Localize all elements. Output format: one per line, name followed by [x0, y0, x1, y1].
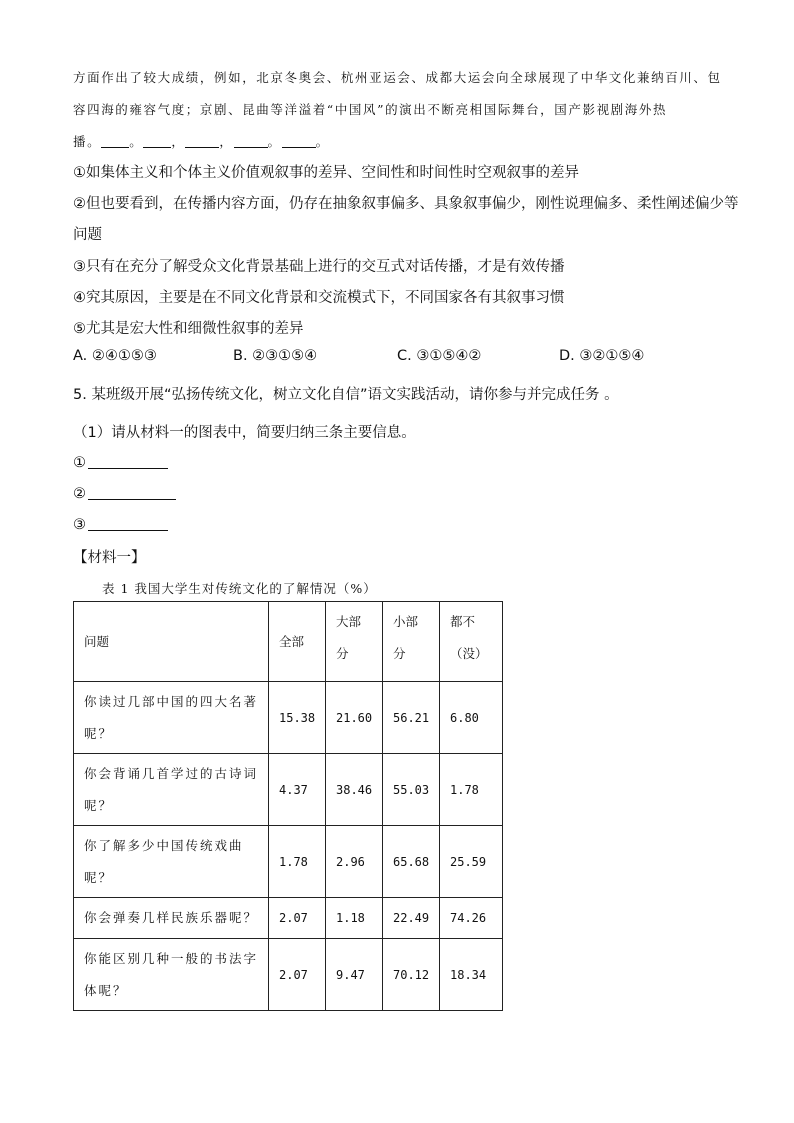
row-question-line-1: 你读过几部中国的四大名著	[84, 693, 259, 709]
cell-most: 21.60	[326, 682, 383, 754]
table-row	[74, 826, 503, 898]
cell-none: 1.78	[440, 754, 503, 826]
row-question-line-2: 呢？	[84, 725, 114, 741]
answer-line-1[interactable]	[73, 454, 168, 471]
answer-line-3[interactable]	[73, 516, 168, 533]
table-row	[74, 898, 503, 939]
header-few	[383, 602, 440, 682]
cell-none: 25.59	[440, 826, 503, 898]
blank-separator: 。	[315, 134, 330, 149]
row-question	[74, 939, 269, 1011]
row-question: 你会弹奏几样民族乐器呢？	[74, 898, 269, 939]
statement-4: ④究其原因，主要是在不同文化背景和交流模式下，不同国家各有其叙事习惯	[73, 290, 565, 306]
statement-5: ⑤尤其是宏大性和细微性叙事的差异	[73, 321, 304, 337]
cell-most: 38.46	[326, 754, 383, 826]
header-most	[326, 602, 383, 682]
fill-blank-3[interactable]	[185, 133, 219, 148]
answer-marker: ①	[73, 455, 86, 471]
row-question	[74, 826, 269, 898]
option-a[interactable]: A. ②④①⑤③	[73, 348, 157, 364]
question-5-title: 5. 某班级开展“弘扬传统文化，树立文化自信”语文实践活动，请你参与并完成任务 。	[73, 387, 619, 403]
cell-none: 18.34	[440, 939, 503, 1011]
statement-2-continued: 问题	[73, 227, 102, 243]
header-most-line-2: 分	[336, 646, 349, 661]
cell-few: 65.68	[383, 826, 440, 898]
header-none-line-1: 都不	[450, 614, 476, 629]
table-row	[74, 754, 503, 826]
passage-line-3-prefix: 播。	[73, 134, 102, 149]
fill-blank-2[interactable]	[143, 133, 171, 148]
option-b[interactable]: B. ②③①⑤④	[233, 348, 318, 364]
answer-blank[interactable]	[88, 454, 168, 469]
header-most-line-1: 大部	[336, 614, 362, 629]
cell-most: 2.96	[326, 826, 383, 898]
header-all: 全部	[269, 602, 326, 682]
survey-table	[73, 601, 503, 1011]
fill-blank-4[interactable]	[234, 133, 268, 148]
row-question	[74, 682, 269, 754]
header-few-line-2: 分	[393, 646, 406, 661]
header-none-line-2: （没）	[450, 646, 488, 661]
header-question: 问题	[74, 602, 269, 682]
passage-line-1: 方面作出了较大成绩，例如，北京冬奥会、杭州亚运会、成都大运会向全球展现了中华文化兼纳百川、包	[73, 70, 722, 85]
row-question-line-1: 你了解多少中国传统戏曲	[84, 837, 244, 853]
cell-all: 2.07	[269, 939, 326, 1011]
cell-few: 70.12	[383, 939, 440, 1011]
blank-separator: ，	[171, 134, 186, 149]
blank-separator: ，	[219, 134, 234, 149]
passage-line-3	[73, 132, 330, 150]
table-row	[74, 682, 503, 754]
cell-all: 4.37	[269, 754, 326, 826]
blank-separator: 。	[267, 134, 282, 149]
table-row	[74, 939, 503, 1011]
row-question-line-2: 体呢？	[84, 982, 128, 998]
passage-line-2: 容四海的雍容气度；京剧、昆曲等洋溢着“中国风”的演出不断亮相国际舞台，国产影视剧海外热	[73, 102, 668, 117]
material-one-label: 【材料一】	[73, 550, 146, 566]
cell-all: 1.78	[269, 826, 326, 898]
cell-most: 1.18	[326, 898, 383, 939]
answer-blank[interactable]	[88, 485, 176, 500]
table-header-row	[74, 602, 503, 682]
cell-few: 55.03	[383, 754, 440, 826]
blank-separator: 。	[129, 134, 144, 149]
row-question-line-1: 你能区别几种一般的书法字	[84, 950, 259, 966]
cell-all: 15.38	[269, 682, 326, 754]
row-question-line-2: 呢？	[84, 797, 114, 813]
row-question	[74, 754, 269, 826]
answer-marker: ②	[73, 486, 86, 502]
fill-blank-5[interactable]	[282, 133, 316, 148]
statement-2: ②但也要看到，在传播内容方面，仍存在抽象叙事偏多、具象叙事偏少，刚性说理偏多、柔性阐述偏少等	[73, 196, 739, 212]
option-c[interactable]: C. ③①⑤④②	[397, 348, 482, 364]
cell-most: 9.47	[326, 939, 383, 1011]
option-d[interactable]: D. ③②①⑤④	[559, 348, 645, 364]
cell-none: 6.80	[440, 682, 503, 754]
question-5-sub-1: （1）请从材料一的图表中，简要归纳三条主要信息。	[73, 425, 416, 441]
answer-line-2[interactable]	[73, 485, 176, 502]
cell-none: 74.26	[440, 898, 503, 939]
answer-marker: ③	[73, 517, 86, 533]
statement-1: ①如集体主义和个体主义价值观叙事的差异、空间性和时间性时空观叙事的差异	[73, 165, 579, 181]
row-question-line-2: 呢？	[84, 869, 114, 885]
header-none	[440, 602, 503, 682]
cell-few: 56.21	[383, 682, 440, 754]
header-few-line-1: 小部	[393, 614, 419, 629]
table-caption: 表 1 我国大学生对传统文化的了解情况（%）	[102, 581, 377, 596]
answer-blank[interactable]	[88, 516, 168, 531]
row-question-line-1: 你会背诵几首学过的古诗词	[84, 765, 259, 781]
cell-all: 2.07	[269, 898, 326, 939]
statement-3: ③只有在充分了解受众文化背景基础上进行的交互式对话传播，才是有效传播	[73, 259, 565, 275]
cell-few: 22.49	[383, 898, 440, 939]
fill-blank-1[interactable]	[101, 133, 129, 148]
